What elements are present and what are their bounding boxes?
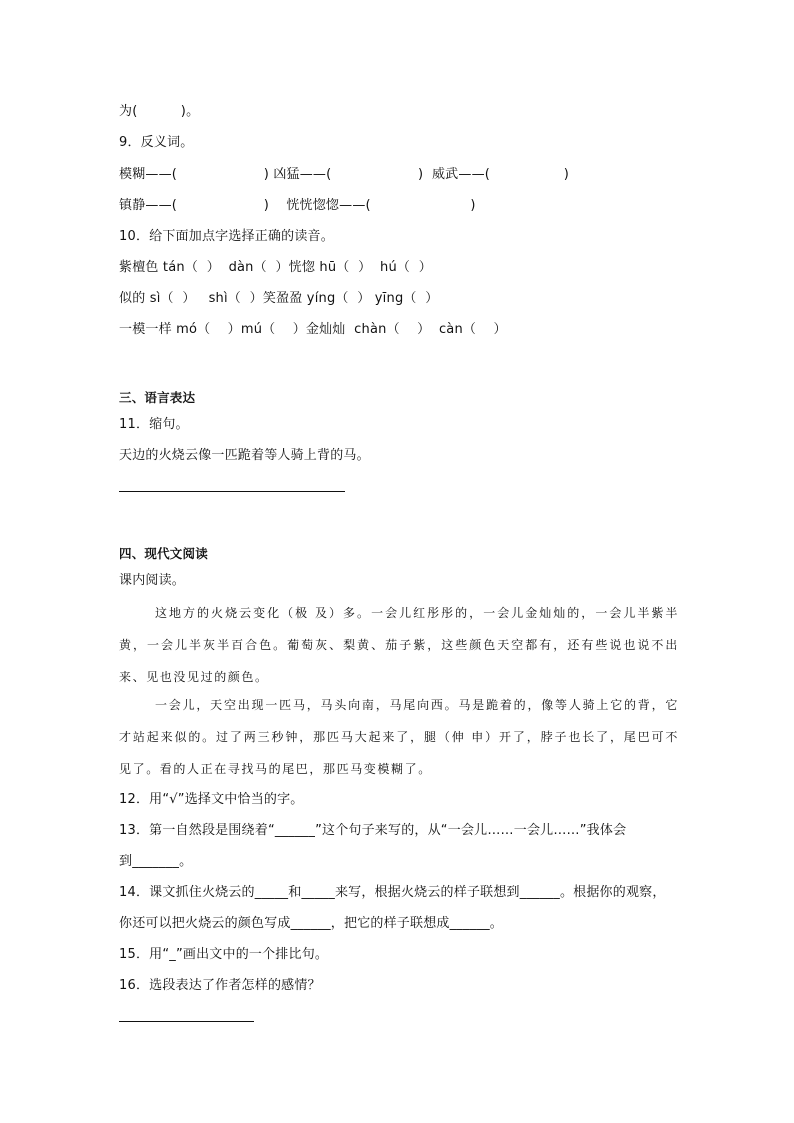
passage-paragraph-1: 这地方的火烧云变化（极 及）多。一会儿红彤彤的，一会儿金灿灿的，一会儿半紫半黄，一会儿半灰半百合色。葡萄灰、梨黄、茄子紫，这些颜色天空都有，还有些说也说不出来、见也没见过的颜色。	[119, 606, 679, 684]
question-10-title: 10．给下面加点字选择正确的读音。	[119, 229, 334, 244]
question-13-line-1: 13．第一自然段是围绕着“______”这个句子来写的，从“一会儿……一会儿……”我体会	[119, 823, 627, 838]
answer-rule-16	[119, 1021, 254, 1022]
question-14-line-2: 你还可以把火烧云的颜色写成______，把它的样子联想成______。	[119, 916, 504, 931]
question-10-row-3: 一模一样 mó（ ）mú（ ）金灿灿 chàn（ ） càn（ ）	[119, 322, 507, 337]
question-10-row-2: 似的 sì（ ） shì（ ）笑盈盈 yíng（ ） yīng（ ）	[119, 291, 439, 306]
question-13-line-2: 到_______。	[119, 854, 193, 869]
question-14-line-1: 14．课文抓住火烧云的_____和_____来写，根据火烧云的样子联想到______。根据你的观察，	[119, 885, 666, 900]
reading-intro: 课内阅读。	[119, 573, 186, 588]
question-16: 16．选段表达了作者怎样的感情？	[119, 978, 321, 993]
question-10-row-1: 紫檀色 tán（ ） dàn（ ）恍惚 hū（ ） hú（ ）	[119, 260, 432, 275]
section-3-heading: 三、语言表达	[119, 390, 196, 405]
question-11-title: 11．缩句。	[119, 417, 189, 432]
question-11-sentence: 天边的火烧云像一匹跪着等人骑上背的马。	[119, 448, 370, 463]
question-9-row-2: 镇静——( ) 恍恍惚惚——( )	[119, 198, 476, 213]
question-15: 15．用“_”画出文中的一个排比句。	[119, 947, 329, 962]
question-9-row-1: 模糊——( ) 凶猛——( ) 威武——( )	[119, 167, 569, 182]
answer-rule-11	[119, 491, 345, 492]
passage-paragraph-2: 一会儿，天空出现一匹马，马头向南，马尾向西。马是跪着的，像等人骑上它的背，它才站起来似的。过了两三秒钟，那匹马大起来了，腿（伸 申）开了，脖子也长了，尾巴可不见了。看的人正在寻找马的尾巴，那匹马变模糊了。	[119, 698, 679, 776]
section-4-heading: 四、现代文阅读	[119, 546, 208, 561]
answer-line-wei: 为( )。	[119, 104, 200, 119]
question-9-title: 9．反义词。	[119, 135, 194, 150]
question-12: 12．用“√”选择文中恰当的字。	[119, 792, 304, 807]
